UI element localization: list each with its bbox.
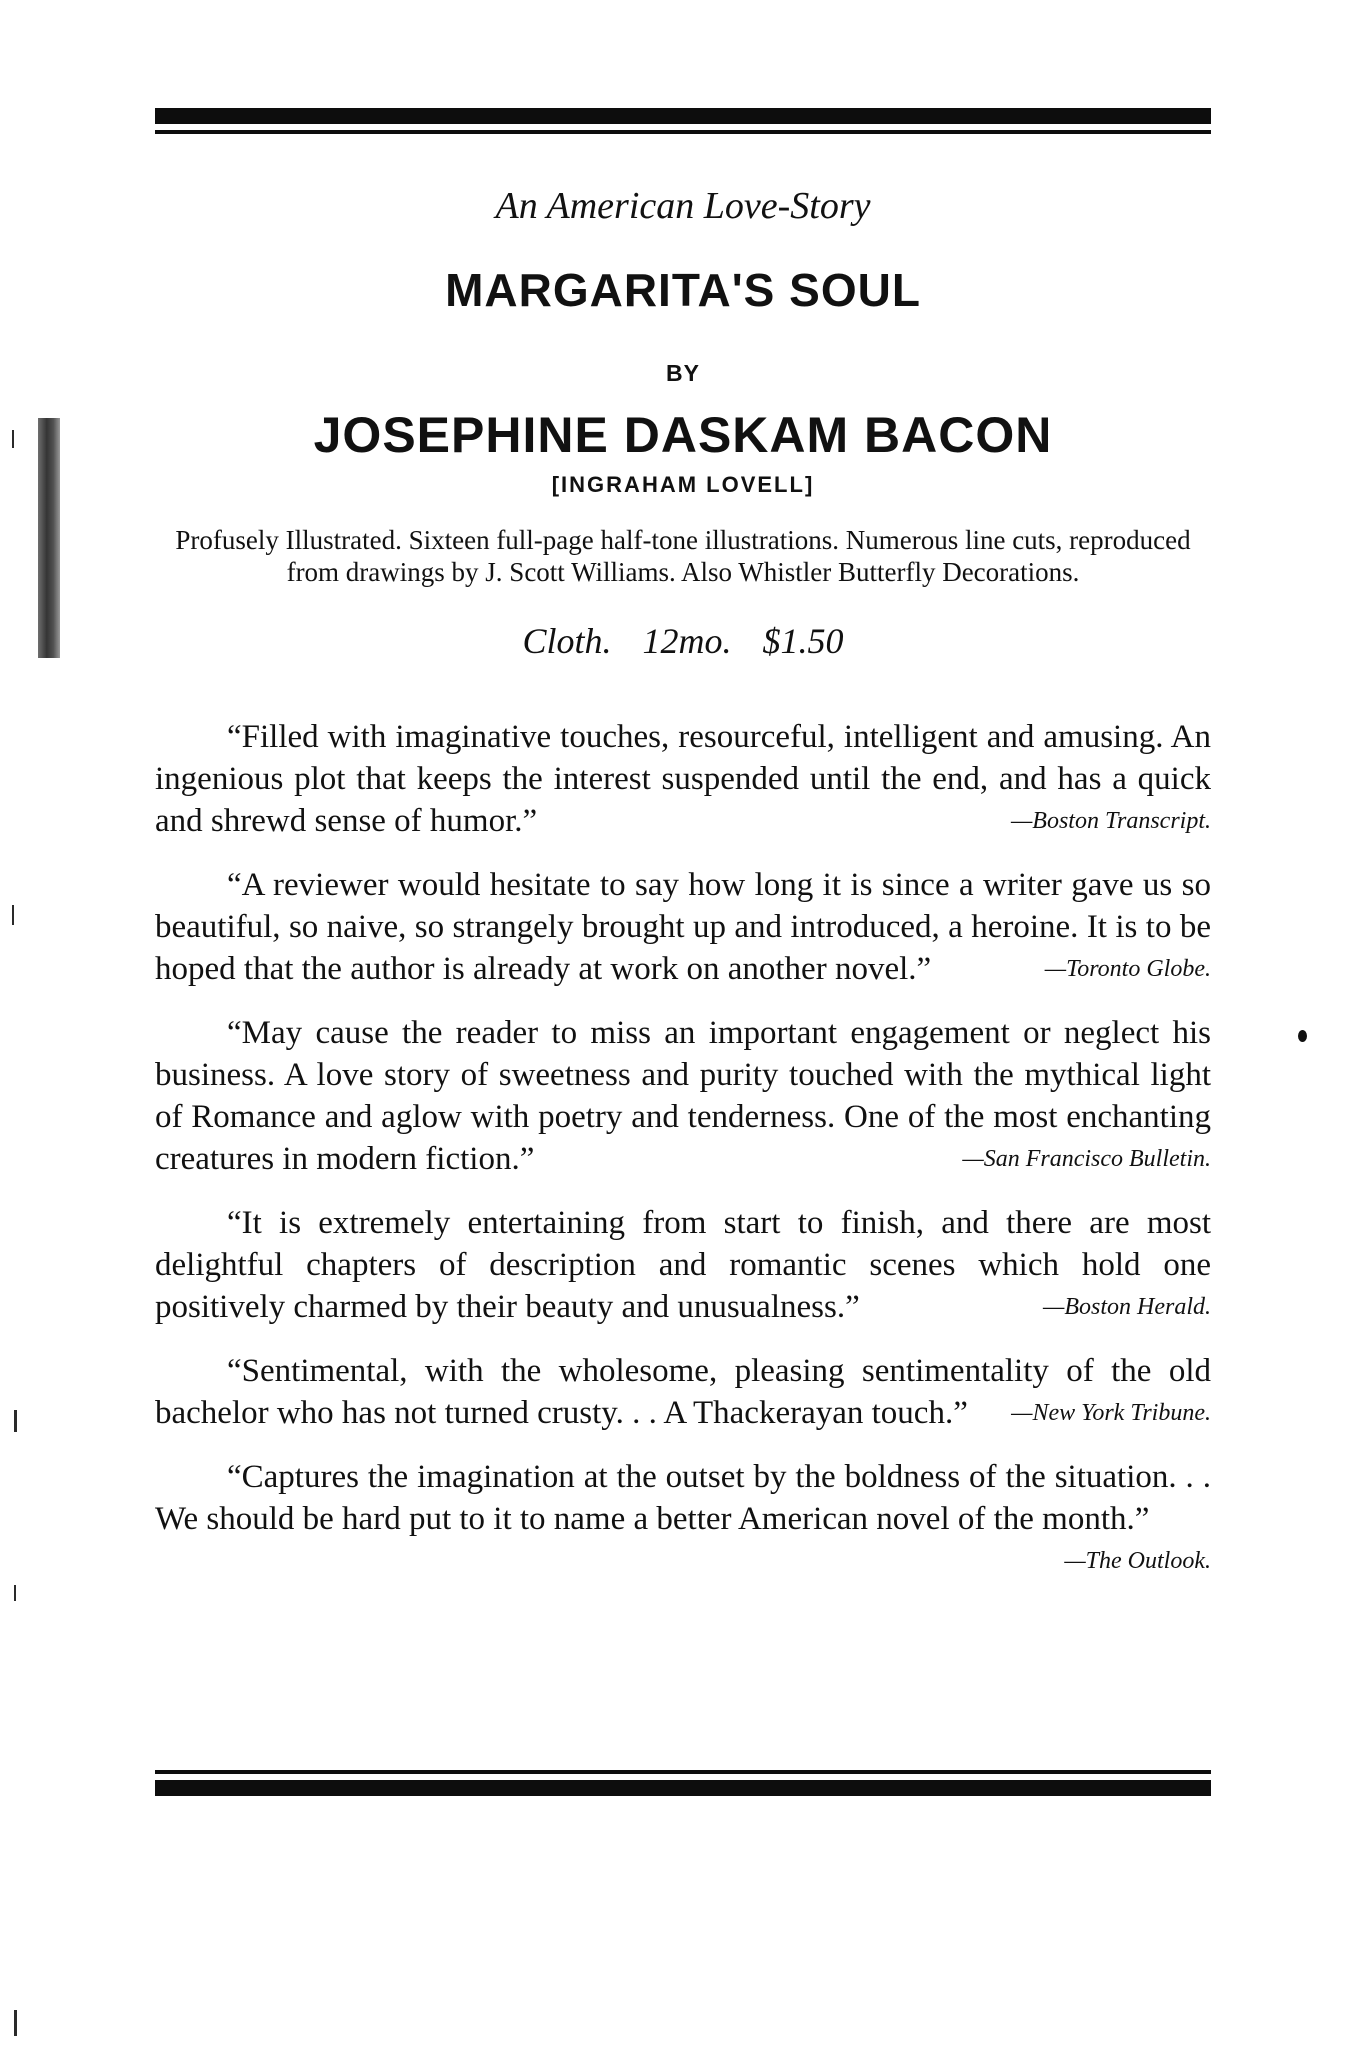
review-quote: “Sentimental, with the wholesome, pleasing sentimentality of the old bachelor who has not turned crusty. . . A Thackerayan touch.” xyxy=(155,1353,1211,1431)
top-rule-thick xyxy=(155,108,1211,124)
scan-edge-shadow xyxy=(38,418,60,658)
bottom-rule-thick xyxy=(155,1780,1211,1796)
book-title: MARGARITA'S SOUL xyxy=(445,264,921,316)
bottom-rule xyxy=(155,1770,1211,1796)
review-item xyxy=(155,1350,1211,1434)
review-source: —San Francisco Bulletin. xyxy=(962,1146,1211,1172)
review-item xyxy=(155,1202,1211,1328)
review-quote: “May cause the reader to miss an important engagement or neglect his business. A love story of sweetness and purity touched with the mythical light of Romance and aglow with poetry and tenderness. One of the most enchanting creatures in modern fiction.” xyxy=(155,1015,1211,1177)
margin-tick xyxy=(12,430,14,448)
advert-content xyxy=(155,180,1211,1604)
review-quote: “Captures the imagination at the outset by the boldness of the situation. . . We should be hard put to it to name a better American novel of the month.” xyxy=(155,1459,1211,1537)
review-item xyxy=(155,864,1211,990)
review-list xyxy=(155,716,1211,1582)
review-source: —The Outlook. xyxy=(1064,1548,1211,1574)
review-quote: “Filled with imaginative touches, resourceful, intelligent and amusing. An ingenious plot that keeps the interest suspended until the end, and has a quick and shrewd sense of humor.” xyxy=(155,719,1211,839)
bottom-rule-thin xyxy=(155,1770,1211,1774)
review-item xyxy=(155,1456,1211,1582)
stray-ink-mark xyxy=(1298,1030,1307,1042)
review-quote: “It is extremely entertaining from start to finish, and there are most delightful chapters of description and romantic scenes which hold one positively charmed by their beauty and unusualness.” xyxy=(155,1205,1211,1325)
margin-tick xyxy=(14,1410,17,1432)
review-source: —Boston Herald. xyxy=(1043,1294,1211,1320)
top-rule xyxy=(155,108,1211,134)
review-quote: “A reviewer would hesitate to say how long it is since a writer gave us so beautiful, so naive, so strangely brought up and introduced, a heroine. It is to be hoped that the author is already at work on another novel.” xyxy=(155,867,1211,987)
author-pseudonym: [INGRAHAM LOVELL] xyxy=(551,472,815,497)
review-source: —Boston Transcript. xyxy=(1010,808,1211,834)
margin-tick xyxy=(14,1585,16,1601)
margin-tick xyxy=(12,905,14,925)
by-line: BY xyxy=(666,360,700,386)
author-name: JOSEPHINE DASKAM BACON xyxy=(313,407,1053,463)
review-source: —New York Tribune. xyxy=(1011,1400,1211,1426)
margin-tick xyxy=(14,2010,17,2036)
review-item xyxy=(155,716,1211,842)
tagline: An American Love-Story xyxy=(495,185,871,227)
review-item xyxy=(155,1012,1211,1180)
edition-description: Profusely Illustrated. Sixteen full-page half-tone illustrations. Numerous line cuts, reproduced from drawings by J. Scott Williams. Also Whistler Butterfly Decorations. xyxy=(175,525,1191,587)
price-line: Cloth. 12mo. $1.50 xyxy=(522,621,844,661)
review-source: —Toronto Globe. xyxy=(1044,956,1211,982)
top-rule-thin xyxy=(155,130,1211,134)
